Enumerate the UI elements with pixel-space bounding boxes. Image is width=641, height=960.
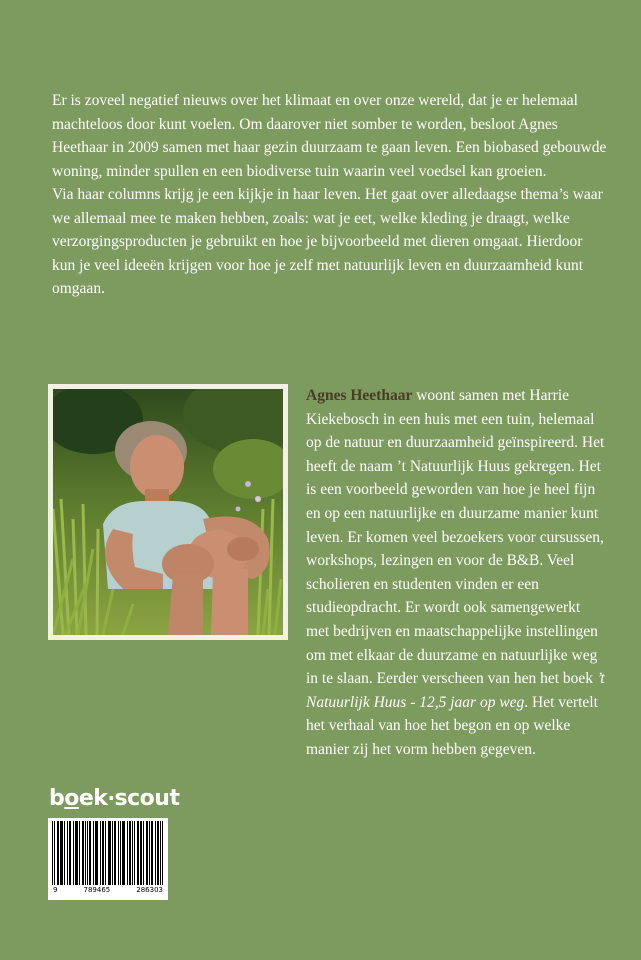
barcode-bar xyxy=(122,821,123,885)
author-name: Agnes Heethaar xyxy=(306,387,413,404)
barcode-bar xyxy=(160,821,161,885)
barcode-bar xyxy=(152,821,153,885)
barcode-bar xyxy=(64,821,65,885)
barcode-bar xyxy=(146,821,147,885)
logo-text-ek: ek xyxy=(78,786,108,811)
blurb-paragraph-2: Via haar columns krijg je een kijkje in haar leven. Het gaat over alledaagse thema’s waar we allemaal mee te maken hebben, zoals: wat je eet, welke kleding je draagt, welke verzorgingsproducten je gebruikt en hoe je bijvoorbeeld met dieren omgaat. Hierdoor kun je veel ideeën krijgen voor hoe je zelf met natuurlijk leven en duurzaamheid kunt omgaan. xyxy=(52,186,603,297)
barcode-bar xyxy=(61,821,62,885)
barcode-bar xyxy=(134,821,135,885)
barcode-bars xyxy=(52,821,164,885)
barcode-bar xyxy=(124,821,125,885)
barcode-bar xyxy=(73,821,74,885)
barcode-bar xyxy=(127,821,128,885)
logo-text-b: b xyxy=(49,786,65,811)
barcode-right-digits: 286303 xyxy=(136,886,163,894)
barcode-bar xyxy=(105,821,106,885)
barcode-bar xyxy=(76,821,77,885)
barcode-bar xyxy=(60,821,61,885)
barcode-bar xyxy=(97,821,98,885)
barcode-bar xyxy=(110,821,111,885)
barcode-bar xyxy=(75,821,76,885)
isbn-barcode xyxy=(48,818,168,900)
author-photo xyxy=(53,389,283,635)
author-photo-frame xyxy=(48,384,288,640)
barcode-bar xyxy=(108,821,109,885)
barcode-bar xyxy=(100,821,101,885)
author-bio-text-1: woont samen met Harrie Kiekebosch in een huis met een tuin, helemaal op de natuur en duurzaamheid geïnspireerd. Het heeft de naam ’t Natuurlijk Huus gekregen. Het is een voorbeeld geworden van hoe je heel fijn en op een natuurlijke en duurzame manier kunt leven. Er komen veel bezoekers voor cursussen, workshops, lezingen en voor de B&B. Veel scholieren en studenten vinden er een studieopdracht. Er wordt ook samengewerkt met bedrijven en maatschappelijke instellingen om met elkaar de duurzame en natuurlijke weg in te slaan. Eerder verscheen van hen het boek xyxy=(306,387,605,688)
previous-book-title: ’t Natuurlijk Huus - 12,5 jaar op weg xyxy=(306,670,605,711)
barcode-first-digit: 9 xyxy=(53,886,58,894)
barcode-bar xyxy=(77,821,78,885)
barcode-bar xyxy=(58,821,59,885)
barcode-bar xyxy=(103,821,104,885)
barcode-bar xyxy=(52,821,53,885)
barcode-left-digits: 789465 xyxy=(83,886,111,894)
barcode-bar xyxy=(158,821,159,885)
barcode-bar xyxy=(102,821,103,885)
barcode-bar xyxy=(83,821,84,885)
barcode-bar xyxy=(120,821,121,885)
barcode-bar xyxy=(54,821,55,885)
barcode-bar xyxy=(157,821,158,885)
barcode-bar xyxy=(141,821,142,885)
barcode-bar xyxy=(149,821,150,885)
back-cover-blurb xyxy=(52,89,608,301)
barcode-bar xyxy=(90,821,91,885)
barcode-bar xyxy=(129,821,130,885)
barcode-bar xyxy=(147,821,148,885)
barcode-bar xyxy=(137,821,138,885)
barcode-bar xyxy=(62,821,63,885)
barcode-bar xyxy=(155,821,156,885)
barcode-bar xyxy=(132,821,133,885)
barcode-bar xyxy=(115,821,116,885)
barcode-bar xyxy=(69,821,70,885)
barcode-bar xyxy=(118,821,119,885)
author-bio-text-2: . Het vertelt het verhaal van hoe het begon en op welke manier zij het vorm hebben gegeven. xyxy=(306,693,598,758)
barcode-bar xyxy=(79,821,80,885)
barcode-bar xyxy=(138,821,139,885)
barcode-digits xyxy=(52,886,164,894)
barcode-bar xyxy=(130,821,131,885)
barcode-bar xyxy=(112,821,113,885)
barcode-bar xyxy=(67,821,68,885)
barcode-bar xyxy=(143,821,144,885)
barcode-bar xyxy=(162,821,163,885)
barcode-bar xyxy=(123,821,124,885)
barcode-bar xyxy=(85,821,86,885)
barcode-bar xyxy=(109,821,110,885)
logo-text-scout: scout xyxy=(114,786,180,811)
logo-text-o: o xyxy=(64,786,79,811)
barcode-bar xyxy=(151,821,152,885)
barcode-bar xyxy=(96,821,97,885)
barcode-bar xyxy=(82,821,83,885)
blurb-paragraph-1: Er is zoveel negatief nieuws over het klimaat en over onze wereld, dat je er helemaal machteloos door kunt voelen. Om daarover niet somber te worden, besloot Agnes Heethaar in 2009 samen met haar gezin duurzaam te gaan leven. Een biobased gebouwde woning, minder spullen en een biodiverse tuin waarin veel voedsel kan groeien. xyxy=(52,92,607,180)
author-bio xyxy=(306,384,606,762)
barcode-bar xyxy=(89,821,90,885)
barcode-bar xyxy=(93,821,94,885)
barcode-bar xyxy=(57,821,58,885)
barcode-bar xyxy=(70,821,71,885)
barcode-bar xyxy=(114,821,115,885)
logo-dot: · xyxy=(107,786,115,810)
publisher-logo xyxy=(49,786,179,811)
barcode-bar xyxy=(95,821,96,885)
barcode-bar xyxy=(140,821,141,885)
barcode-bar xyxy=(87,821,88,885)
